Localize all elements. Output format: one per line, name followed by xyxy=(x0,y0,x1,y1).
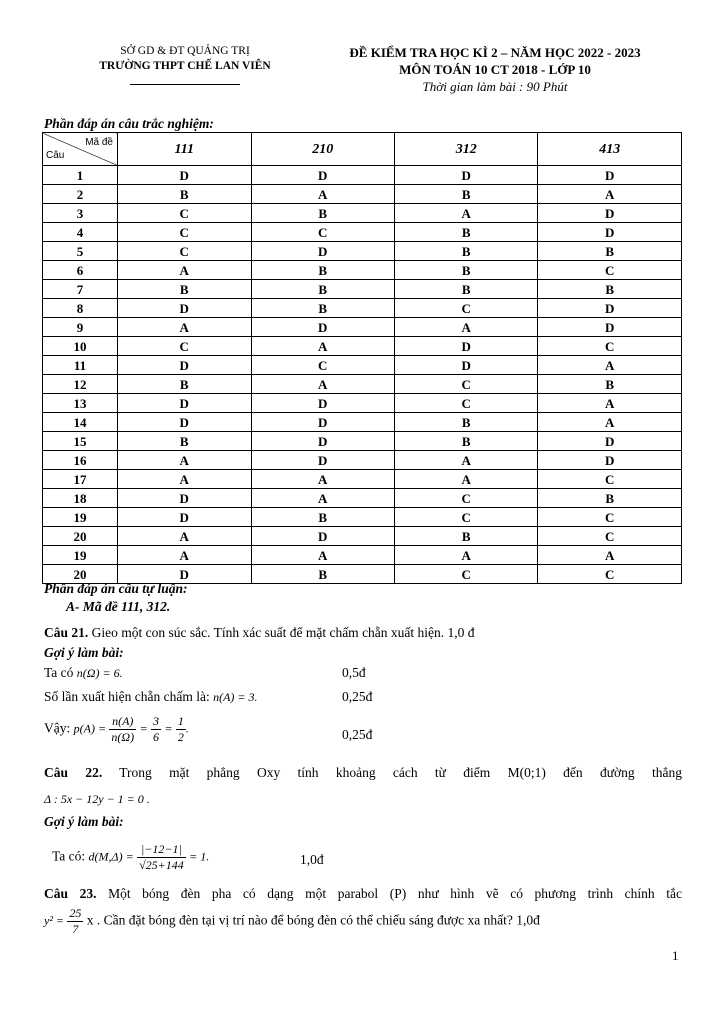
table-row xyxy=(43,375,682,394)
q21-step-3: Vậy: p(A) = $\frac{n(A)}{n(\Omega)}$ = $\frac{3}{6}$ = $\frac{1}{2}$ . xyxy=(44,714,189,744)
answer-cell: B xyxy=(538,280,682,299)
answer-cell: C xyxy=(118,337,252,356)
answer-cell: D xyxy=(538,432,682,451)
answer-cell: A xyxy=(251,489,394,508)
answer-cell: D xyxy=(251,527,394,546)
q22-points: 1,0đ xyxy=(300,852,324,867)
table-row xyxy=(43,204,682,223)
answer-cell: A xyxy=(394,204,537,223)
answer-cell: A xyxy=(538,413,682,432)
header-left xyxy=(40,44,330,85)
answer-cell: C xyxy=(538,527,682,546)
q21-step2-text: Số lần xuất hiện chẵn chấm là: xyxy=(44,689,214,704)
answer-cell: A xyxy=(118,470,252,489)
q22-line-equation: Δ : 5x − 12y − 1 = 0 . xyxy=(44,792,150,806)
table-row xyxy=(43,261,682,280)
question-number-cell: 13 xyxy=(43,394,118,413)
answer-cell: D xyxy=(118,394,252,413)
table-row xyxy=(43,223,682,242)
question-number-cell: 1 xyxy=(43,166,118,185)
answer-cell: A xyxy=(251,337,394,356)
question-number-cell: 7 xyxy=(43,280,118,299)
question-number-cell: 3 xyxy=(43,204,118,223)
exam-title: ĐỀ KIỂM TRA HỌC KÌ 2 – NĂM HỌC 2022 - 2023 xyxy=(349,45,641,60)
answer-cell: C xyxy=(251,356,394,375)
answer-cell: C xyxy=(251,223,394,242)
table-row xyxy=(43,470,682,489)
answer-cell: C xyxy=(538,261,682,280)
page-number: 1 xyxy=(672,948,679,963)
answer-cell: D xyxy=(251,242,394,261)
answer-cell: B xyxy=(538,375,682,394)
q21-step3-lhs: p(A) = xyxy=(73,721,107,736)
question-number-cell: 14 xyxy=(43,413,118,432)
answer-cell: A xyxy=(538,546,682,565)
q21-fraction-3: $\frac{1}{2}$ xyxy=(177,714,184,744)
answer-cell: B xyxy=(394,413,537,432)
answer-cell: C xyxy=(118,242,252,261)
table-row xyxy=(43,413,682,432)
answer-cell: A xyxy=(118,261,252,280)
code-header: 312 xyxy=(394,133,537,166)
q22-hint-label: Gợi ý làm bài: xyxy=(44,814,124,829)
question-number-cell: 20 xyxy=(43,527,118,546)
q23-text: Một bóng đèn pha có dạng một parabol (P) như hình vẽ có phương trình chính tắc xyxy=(96,886,682,901)
answer-cell: A xyxy=(538,185,682,204)
answer-cell: D xyxy=(538,318,682,337)
question-number-cell: 19 xyxy=(43,546,118,565)
table-row xyxy=(43,489,682,508)
answer-cell: C xyxy=(118,223,252,242)
answer-cell: D xyxy=(251,318,394,337)
answer-cell: B xyxy=(118,375,252,394)
answer-cell: C xyxy=(394,565,537,584)
question-number-cell: 10 xyxy=(43,337,118,356)
question-number-cell: 19 xyxy=(43,508,118,527)
answer-cell: D xyxy=(538,299,682,318)
school-name: TRƯỜNG THPT CHẾ LAN VIÊN xyxy=(99,60,271,72)
answer-cell: B xyxy=(538,489,682,508)
answer-cell: B xyxy=(394,527,537,546)
table-row xyxy=(43,299,682,318)
question-number-cell: 8 xyxy=(43,299,118,318)
table-row xyxy=(43,451,682,470)
answer-cell: D xyxy=(394,166,537,185)
answer-cell: D xyxy=(251,451,394,470)
answer-cell: B xyxy=(394,432,537,451)
answer-cell: D xyxy=(538,451,682,470)
question-21 xyxy=(44,625,475,641)
answer-cell: A xyxy=(394,546,537,565)
q21-step1-math: n(Ω) = 6. xyxy=(76,666,123,680)
answer-cell: C xyxy=(394,299,537,318)
answer-cell: D xyxy=(251,432,394,451)
answer-cell: D xyxy=(118,489,252,508)
q21-step-1 xyxy=(44,665,123,681)
answer-cell: A xyxy=(251,470,394,489)
q21-step-2 xyxy=(44,689,258,705)
q22-solution xyxy=(52,842,209,873)
answer-cell: C xyxy=(394,508,537,527)
q22-label: Câu 22. xyxy=(44,765,103,780)
answer-cell: B xyxy=(251,299,394,318)
question-number-cell: 4 xyxy=(43,223,118,242)
answer-cell: C xyxy=(538,470,682,489)
question-22 xyxy=(44,765,682,781)
answer-cell: A xyxy=(118,318,252,337)
answer-cell: A xyxy=(251,185,394,204)
q22-text: Trong mặt phẳng Oxy tính khoảng cách từ điểm M(0;1) đến đường thẳng xyxy=(102,765,682,780)
header-right xyxy=(330,44,660,95)
answer-cell: C xyxy=(538,508,682,527)
question-number-cell: 20 xyxy=(43,565,118,584)
question-number-cell: 12 xyxy=(43,375,118,394)
code-header: 210 xyxy=(251,133,394,166)
answer-cell: D xyxy=(118,356,252,375)
essay-subsection: A- Mã đề 111, 312. xyxy=(66,599,171,614)
answer-cell: B xyxy=(251,565,394,584)
question-23 xyxy=(44,886,682,902)
question-number-cell: 15 xyxy=(43,432,118,451)
table-row xyxy=(43,508,682,527)
table-row xyxy=(43,337,682,356)
question-number-cell: 2 xyxy=(43,185,118,204)
answer-cell: B xyxy=(118,185,252,204)
answer-cell: D xyxy=(118,299,252,318)
answer-cell: D xyxy=(394,356,537,375)
answer-cell: A xyxy=(394,470,537,489)
answer-cell: B xyxy=(251,280,394,299)
table-row xyxy=(43,432,682,451)
table-row xyxy=(43,185,682,204)
table-header-row xyxy=(43,133,682,166)
q22-lhs: d(M,Δ) = xyxy=(88,849,134,864)
answer-table xyxy=(42,132,682,584)
answer-cell: A xyxy=(118,451,252,470)
q21-step1-text: Ta có xyxy=(44,665,77,680)
q21-step3-points: 0,25đ xyxy=(342,727,373,742)
corner-cell xyxy=(43,133,118,166)
q21-label: Câu 21. xyxy=(44,625,89,640)
question-number-cell: 9 xyxy=(43,318,118,337)
answer-cell: D xyxy=(118,413,252,432)
answer-cell: C xyxy=(538,565,682,584)
table-row xyxy=(43,546,682,565)
answer-cell: B xyxy=(118,432,252,451)
table-row xyxy=(43,318,682,337)
answer-cell: D xyxy=(538,204,682,223)
q21-step2-math: n(A) = 3. xyxy=(213,690,258,704)
answer-cell: C xyxy=(394,375,537,394)
q21-step3-text: Vậy: xyxy=(44,720,74,736)
q21-step1-points: 0,5đ xyxy=(342,665,366,680)
answer-cell: A xyxy=(251,546,394,565)
answer-cell: C xyxy=(394,489,537,508)
q21-text: Gieo một con súc sắc. Tính xác suất để mặt chấm chẵn xuất hiện. 1,0 đ xyxy=(88,625,475,640)
essay-section-title: Phần đáp án câu tự luận: xyxy=(44,581,188,596)
answer-cell: D xyxy=(538,223,682,242)
answer-cell: B xyxy=(538,242,682,261)
answer-cell: B xyxy=(251,204,394,223)
q23-equation-line xyxy=(44,906,540,937)
code-header: 111 xyxy=(118,133,252,166)
answer-cell: D xyxy=(118,565,252,584)
answer-cell: D xyxy=(251,394,394,413)
question-number-cell: 18 xyxy=(43,489,118,508)
q21-fraction-1: $\frac{n(A)}{n(\Omega)}$ xyxy=(111,714,135,744)
answer-cell: B xyxy=(394,280,537,299)
answer-cell: B xyxy=(394,185,537,204)
answer-cell: C xyxy=(118,204,252,223)
answer-cell: A xyxy=(394,451,537,470)
answer-cell: B xyxy=(251,261,394,280)
question-number-cell: 17 xyxy=(43,470,118,489)
table-row xyxy=(43,527,682,546)
answer-cell: B xyxy=(394,223,537,242)
q21-fraction-2: $\frac{3}{6}$ xyxy=(152,714,159,744)
table-row xyxy=(43,356,682,375)
q23-lhs: y² = xyxy=(44,913,65,928)
table-row xyxy=(43,394,682,413)
answer-cell: B xyxy=(251,508,394,527)
answer-cell: A xyxy=(538,356,682,375)
q23-fraction: $\frac{25}{7}$ xyxy=(69,906,82,936)
answer-cell: D xyxy=(118,508,252,527)
exam-duration: Thời gian làm bài : 90 Phút xyxy=(422,79,568,94)
table-row xyxy=(43,242,682,261)
answer-cell: C xyxy=(394,394,537,413)
answer-table-body xyxy=(43,166,682,584)
question-number-cell: 11 xyxy=(43,356,118,375)
q21-step2-points: 0,25đ xyxy=(342,689,373,704)
code-header: 413 xyxy=(538,133,682,166)
department-name: SỞ GD & ĐT QUẢNG TRỊ xyxy=(120,45,250,57)
q22-fraction: $\frac{|-12-1|}{√25+144}$ xyxy=(139,842,184,872)
answer-cell: D xyxy=(118,166,252,185)
answer-cell: D xyxy=(251,166,394,185)
answer-cell: A xyxy=(538,394,682,413)
answer-cell: A xyxy=(118,546,252,565)
q23-rest: x . Cần đặt bóng đèn tại vị trí nào để bóng đèn có thể chiếu sáng được xa nhất? 1,0đ xyxy=(86,912,540,928)
table-row xyxy=(43,166,682,185)
answer-cell: B xyxy=(394,261,537,280)
question-number-cell: 16 xyxy=(43,451,118,470)
header-divider xyxy=(130,84,240,85)
table-row xyxy=(43,280,682,299)
question-number-cell: 6 xyxy=(43,261,118,280)
corner-question-label: Câu xyxy=(46,150,65,161)
answer-cell: D xyxy=(538,166,682,185)
mc-section-title: Phần đáp án câu trắc nghiệm: xyxy=(44,116,214,131)
answer-cell: D xyxy=(251,413,394,432)
answer-cell: B xyxy=(118,280,252,299)
corner-code-label: Mã đề xyxy=(85,137,113,148)
answer-cell: A xyxy=(251,375,394,394)
q21-hint-label: Gợi ý làm bài: xyxy=(44,645,124,660)
q22-solution-text: Ta có: xyxy=(52,848,89,864)
answer-cell: C xyxy=(538,337,682,356)
answer-cell: D xyxy=(394,337,537,356)
answer-cell: A xyxy=(118,527,252,546)
q23-label: Câu 23. xyxy=(44,886,97,901)
q22-rhs: = 1. xyxy=(189,849,210,864)
answer-cell: B xyxy=(394,242,537,261)
subject-title: MÔN TOÁN 10 CT 2018 - LỚP 10 xyxy=(399,62,591,77)
question-number-cell: 5 xyxy=(43,242,118,261)
answer-cell: A xyxy=(394,318,537,337)
